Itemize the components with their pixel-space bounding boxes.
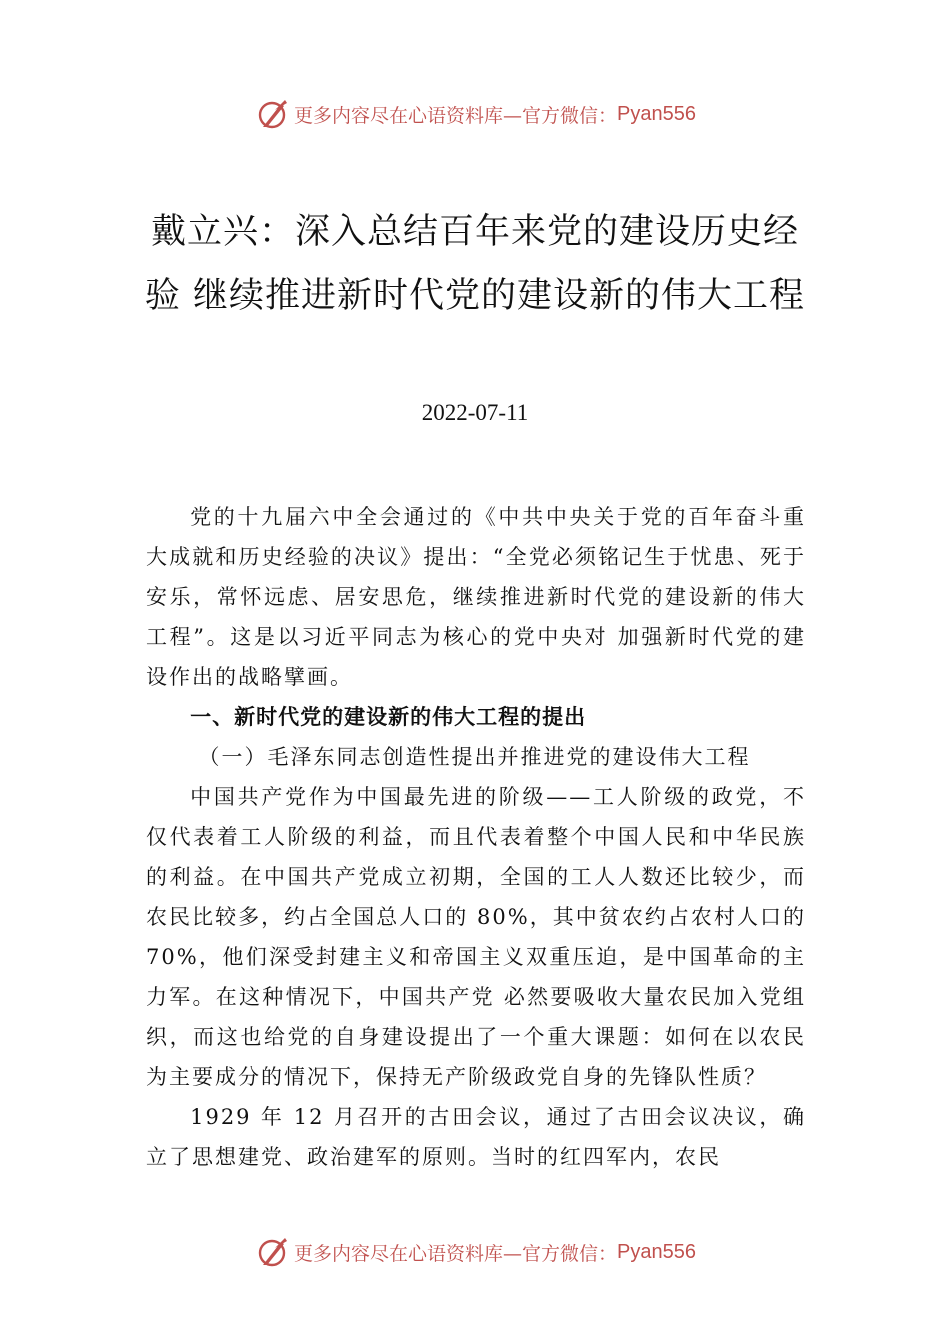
- subsection-heading: （一）毛泽东同志创造性提出并推进党的建设伟大工程: [198, 745, 751, 769]
- banner-text: 更多内容尽在心语资料库—官方微信：: [294, 104, 618, 127]
- quill-circle-icon: [254, 96, 290, 132]
- publish-date: 2022-07-11: [421, 400, 529, 425]
- body-paragraph: 中国共产党作为中国最先进的阶级——工人阶级的政党，不仅代表着工人阶级的利益，而且代表着整个中国人民和中华民族的利益。在中国共产党成立初期，全国的工人人数还比较少，而农民比较多，约占全国总人口的 80%，其中贫农约占农村人口的 70%，他们深受封建主义和帝国主义双重压迫，是中国革命的主力军。在这种情况下，中国共产党 必然要吸收大量农民加入党组织，而这也给党的自身建设提出了一个重大课题：如何在以农民为主要成分的情况下，保持无产阶级政党自身的先锋队性质？: [146, 785, 806, 1089]
- intro-paragraph: 党的十九届六中全会通过的《中共中央关于党的百年奋斗重大成就和历史经验的决议》提出：“全党必须铭记生于忧患、死于安乐，常怀远虑、居安思危，继续推进新时代党的建设新的伟大工程”。这是以习近平同志为核心的党中央对 加强新时代党的建设作出的战略擘画。: [146, 505, 806, 689]
- quill-circle-icon: [254, 1234, 290, 1270]
- document-title: 戴立兴：深入总结百年来党的建设历史经验 继续推进新时代党的建设新的伟大工程: [144, 212, 806, 316]
- body-paragraph: 1929 年 12 月召开的古田会议，通过了古田会议决议，确立了思想建党、政治建军的原则。当时的红四军内，农民: [146, 1105, 806, 1169]
- section-heading: 一、新时代党的建设新的伟大工程的提出: [190, 705, 587, 729]
- banner-wechat-id: Pyan556: [617, 102, 696, 125]
- footer-watermark-banner: [0, 1232, 950, 1272]
- article-body: [146, 497, 806, 1177]
- banner-wechat-id: Pyan556: [617, 1240, 696, 1263]
- header-watermark-banner: [0, 94, 950, 134]
- banner-text: 更多内容尽在心语资料库—官方微信：: [294, 1242, 618, 1265]
